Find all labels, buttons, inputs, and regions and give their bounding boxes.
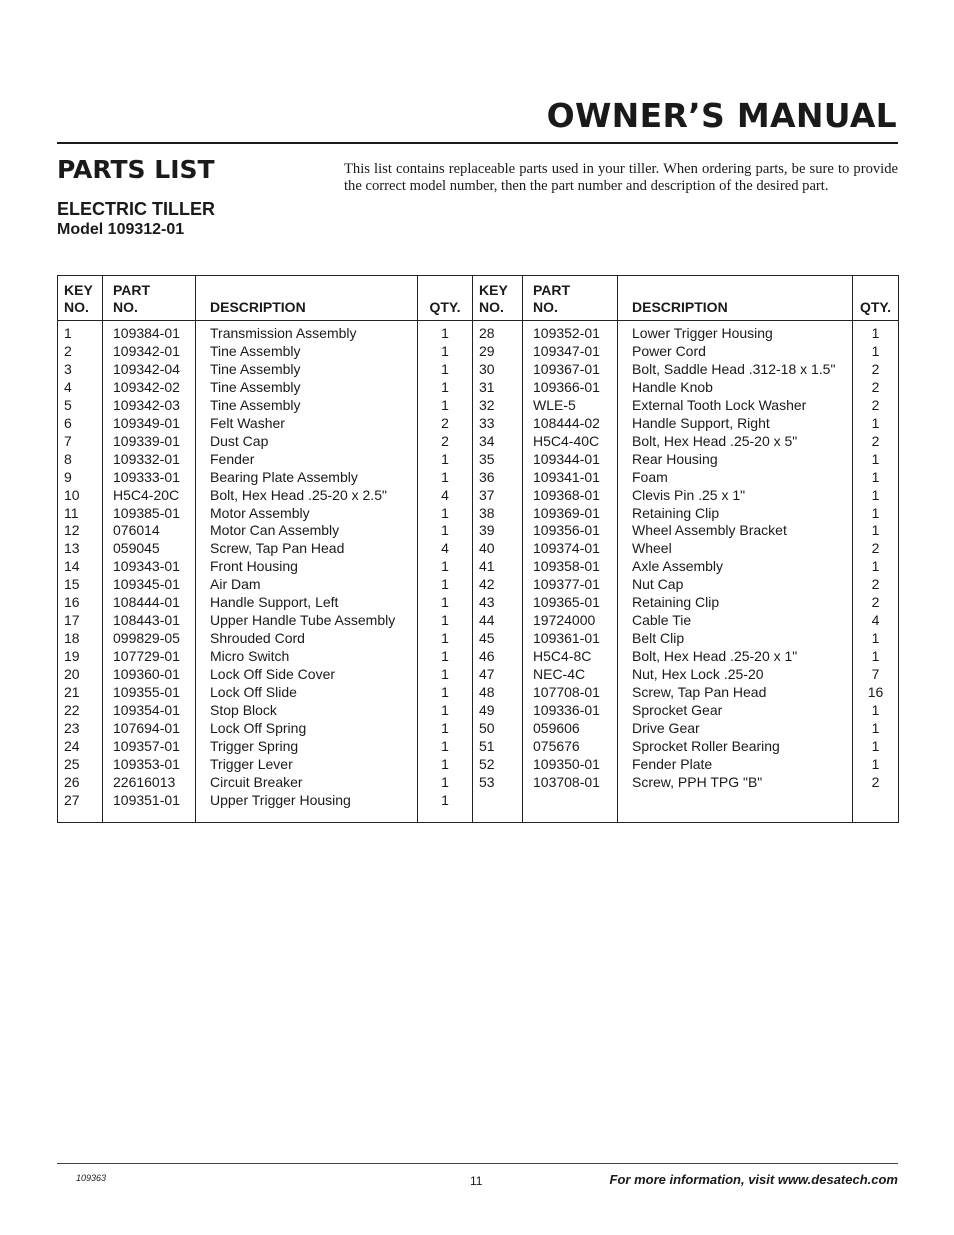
header-description: DESCRIPTION: [196, 276, 418, 321]
cell-key-no: 50: [473, 720, 523, 738]
cell-part-no: 109361-01: [523, 630, 618, 648]
cell-qty: 1: [418, 648, 473, 666]
cell-part-no: 109332-01: [103, 451, 196, 469]
cell-key-no: 18: [58, 630, 103, 648]
cell-part-no: 109342-02: [103, 379, 196, 397]
cell-qty: 4: [418, 540, 473, 558]
table-row: [58, 738, 899, 756]
header-key-no: KEY NO.: [473, 276, 523, 321]
cell-part-no: 109349-01: [103, 415, 196, 433]
cell-qty: 1: [418, 666, 473, 684]
cell-description: Foam: [618, 469, 853, 487]
cell-description: Screw, Tap Pan Head: [196, 540, 418, 558]
cell-key-no: 43: [473, 594, 523, 612]
cell-key-no: 11: [58, 505, 103, 523]
cell-key-no: 49: [473, 702, 523, 720]
cell-description: Micro Switch: [196, 648, 418, 666]
cell-description: Lock Off Slide: [196, 684, 418, 702]
table-row: [58, 558, 899, 576]
cell-qty: 2: [418, 433, 473, 451]
cell-key-no: [473, 792, 523, 822]
cell-qty: 1: [853, 343, 899, 361]
cell-description: Bolt, Hex Head .25-20 x 2.5": [196, 487, 418, 505]
cell-qty: 1: [853, 321, 899, 343]
cell-part-no: 109336-01: [523, 702, 618, 720]
cell-key-no: 17: [58, 612, 103, 630]
cell-part-no: 109342-03: [103, 397, 196, 415]
manual-title: OWNER’S MANUAL: [546, 96, 897, 135]
cell-key-no: 9: [58, 469, 103, 487]
cell-description: Felt Washer: [196, 415, 418, 433]
cell-qty: 4: [418, 487, 473, 505]
cell-key-no: 25: [58, 756, 103, 774]
intro-paragraph: This list contains replaceable parts used in your tiller. When ordering parts, be sure to provide the correct model number, then the part number and description of the desired part.: [344, 161, 898, 194]
cell-qty: 1: [418, 738, 473, 756]
cell-qty: 1: [853, 720, 899, 738]
table-row: [58, 451, 899, 469]
cell-description: Screw, Tap Pan Head: [618, 684, 853, 702]
cell-key-no: 14: [58, 558, 103, 576]
cell-key-no: 23: [58, 720, 103, 738]
cell-part-no: 109342-04: [103, 361, 196, 379]
cell-part-no: 109342-01: [103, 343, 196, 361]
table-row: [58, 594, 899, 612]
cell-part-no: 109357-01: [103, 738, 196, 756]
cell-part-no: 109339-01: [103, 433, 196, 451]
header-qty: QTY.: [418, 276, 473, 321]
cell-key-no: 6: [58, 415, 103, 433]
cell-qty: 1: [418, 558, 473, 576]
cell-part-no: 109344-01: [523, 451, 618, 469]
cell-key-no: 52: [473, 756, 523, 774]
cell-key-no: 38: [473, 505, 523, 523]
header-qty: QTY.: [853, 276, 899, 321]
cell-description: Nut Cap: [618, 576, 853, 594]
cell-qty: 1: [418, 321, 473, 343]
cell-key-no: 41: [473, 558, 523, 576]
cell-description: Cable Tie: [618, 612, 853, 630]
table-row: [58, 792, 899, 822]
cell-key-no: 24: [58, 738, 103, 756]
cell-description: Retaining Clip: [618, 594, 853, 612]
cell-part-no: [523, 792, 618, 822]
cell-key-no: 32: [473, 397, 523, 415]
table-row: [58, 756, 899, 774]
cell-part-no: H5C4-20C: [103, 487, 196, 505]
cell-description: Front Housing: [196, 558, 418, 576]
cell-part-no: 19724000: [523, 612, 618, 630]
cell-key-no: 3: [58, 361, 103, 379]
cell-description: Handle Support, Left: [196, 594, 418, 612]
cell-part-no: 059045: [103, 540, 196, 558]
cell-key-no: 28: [473, 321, 523, 343]
cell-qty: 1: [418, 343, 473, 361]
cell-part-no: 075676: [523, 738, 618, 756]
cell-description: Lower Trigger Housing: [618, 321, 853, 343]
cell-qty: 4: [853, 612, 899, 630]
cell-part-no: 109356-01: [523, 522, 618, 540]
parts-table-body: [58, 321, 899, 823]
cell-part-no: 109366-01: [523, 379, 618, 397]
cell-key-no: 37: [473, 487, 523, 505]
cell-key-no: 22: [58, 702, 103, 720]
cell-key-no: 33: [473, 415, 523, 433]
cell-description: Motor Can Assembly: [196, 522, 418, 540]
cell-description: Tine Assembly: [196, 361, 418, 379]
cell-description: Circuit Breaker: [196, 774, 418, 792]
document-number: 109363: [76, 1173, 107, 1183]
table-row: [58, 415, 899, 433]
cell-part-no: H5C4-40C: [523, 433, 618, 451]
cell-description: Bolt, Hex Head .25-20 x 5": [618, 433, 853, 451]
footer-divider: [57, 1163, 898, 1164]
cell-part-no: 108444-02: [523, 415, 618, 433]
cell-part-no: 109350-01: [523, 756, 618, 774]
cell-qty: 1: [418, 792, 473, 822]
cell-key-no: 35: [473, 451, 523, 469]
cell-qty: 2: [853, 576, 899, 594]
cell-part-no: 109345-01: [103, 576, 196, 594]
cell-part-no: 109377-01: [523, 576, 618, 594]
table-row: [58, 702, 899, 720]
cell-key-no: 29: [473, 343, 523, 361]
cell-qty: 1: [853, 522, 899, 540]
cell-description: Tine Assembly: [196, 379, 418, 397]
cell-part-no: 108443-01: [103, 612, 196, 630]
cell-key-no: 10: [58, 487, 103, 505]
cell-description: Bearing Plate Assembly: [196, 469, 418, 487]
cell-description: Clevis Pin .25 x 1": [618, 487, 853, 505]
table-row: [58, 397, 899, 415]
cell-qty: 16: [853, 684, 899, 702]
cell-description: Nut, Hex Lock .25-20: [618, 666, 853, 684]
cell-key-no: 36: [473, 469, 523, 487]
cell-qty: 1: [853, 756, 899, 774]
cell-key-no: 15: [58, 576, 103, 594]
header-part-no: PART NO.: [103, 276, 196, 321]
cell-qty: 2: [418, 415, 473, 433]
cell-qty: 1: [853, 630, 899, 648]
cell-key-no: 53: [473, 774, 523, 792]
table-row: [58, 343, 899, 361]
cell-key-no: 46: [473, 648, 523, 666]
cell-part-no: 103708-01: [523, 774, 618, 792]
cell-key-no: 44: [473, 612, 523, 630]
cell-qty: [853, 792, 899, 822]
table-header-row: [58, 276, 899, 321]
cell-description: Upper Handle Tube Assembly: [196, 612, 418, 630]
cell-part-no: 107694-01: [103, 720, 196, 738]
cell-qty: 2: [853, 379, 899, 397]
header-divider: [57, 142, 898, 144]
cell-key-no: 19: [58, 648, 103, 666]
cell-qty: 1: [853, 738, 899, 756]
cell-description: Axle Assembly: [618, 558, 853, 576]
section-title: PARTS LIST: [57, 155, 215, 184]
cell-part-no: 107708-01: [523, 684, 618, 702]
cell-qty: 2: [853, 774, 899, 792]
cell-qty: 1: [418, 720, 473, 738]
table-row: [58, 505, 899, 523]
table-row: [58, 361, 899, 379]
cell-key-no: 45: [473, 630, 523, 648]
cell-description: Trigger Lever: [196, 756, 418, 774]
cell-description: Shrouded Cord: [196, 630, 418, 648]
cell-part-no: 109369-01: [523, 505, 618, 523]
cell-part-no: NEC-4C: [523, 666, 618, 684]
table-row: [58, 612, 899, 630]
cell-key-no: 42: [473, 576, 523, 594]
cell-description: Fender Plate: [618, 756, 853, 774]
cell-key-no: 30: [473, 361, 523, 379]
table-row: [58, 433, 899, 451]
cell-key-no: 31: [473, 379, 523, 397]
cell-key-no: 4: [58, 379, 103, 397]
cell-qty: 1: [418, 576, 473, 594]
cell-description: Drive Gear: [618, 720, 853, 738]
cell-part-no: 109384-01: [103, 321, 196, 343]
cell-description: Transmission Assembly: [196, 321, 418, 343]
cell-qty: 1: [418, 505, 473, 523]
cell-key-no: 34: [473, 433, 523, 451]
cell-qty: 1: [418, 379, 473, 397]
cell-description: External Tooth Lock Washer: [618, 397, 853, 415]
cell-part-no: 108444-01: [103, 594, 196, 612]
table-row: [58, 684, 899, 702]
cell-description: Rear Housing: [618, 451, 853, 469]
cell-qty: 1: [418, 684, 473, 702]
cell-description: Lock Off Spring: [196, 720, 418, 738]
cell-key-no: 13: [58, 540, 103, 558]
table-row: [58, 720, 899, 738]
cell-key-no: 8: [58, 451, 103, 469]
table-row: [58, 666, 899, 684]
cell-part-no: 109385-01: [103, 505, 196, 523]
cell-key-no: 27: [58, 792, 103, 822]
cell-part-no: WLE-5: [523, 397, 618, 415]
cell-qty: 1: [418, 756, 473, 774]
cell-description: Wheel: [618, 540, 853, 558]
cell-key-no: 2: [58, 343, 103, 361]
cell-part-no: 109333-01: [103, 469, 196, 487]
cell-key-no: 48: [473, 684, 523, 702]
cell-qty: 1: [418, 702, 473, 720]
cell-description: Stop Block: [196, 702, 418, 720]
cell-qty: 2: [853, 540, 899, 558]
cell-description: Upper Trigger Housing: [196, 792, 418, 822]
cell-part-no: 109360-01: [103, 666, 196, 684]
cell-description: Retaining Clip: [618, 505, 853, 523]
cell-qty: 1: [853, 558, 899, 576]
cell-part-no: 109367-01: [523, 361, 618, 379]
cell-description: Fender: [196, 451, 418, 469]
cell-part-no: 099829-05: [103, 630, 196, 648]
cell-key-no: 20: [58, 666, 103, 684]
header-description: DESCRIPTION: [618, 276, 853, 321]
cell-part-no: 107729-01: [103, 648, 196, 666]
cell-description: Motor Assembly: [196, 505, 418, 523]
cell-key-no: 21: [58, 684, 103, 702]
cell-description: Handle Support, Right: [618, 415, 853, 433]
table-row: [58, 487, 899, 505]
table-row: [58, 576, 899, 594]
cell-qty: 2: [853, 594, 899, 612]
header-key-no: KEY NO.: [58, 276, 103, 321]
cell-qty: 1: [418, 469, 473, 487]
cell-key-no: 40: [473, 540, 523, 558]
cell-part-no: H5C4-8C: [523, 648, 618, 666]
parts-table: [57, 275, 899, 823]
cell-part-no: 109368-01: [523, 487, 618, 505]
cell-description: Sprocket Roller Bearing: [618, 738, 853, 756]
cell-part-no: 109343-01: [103, 558, 196, 576]
cell-description: Air Dam: [196, 576, 418, 594]
header-part-no: PART NO.: [523, 276, 618, 321]
cell-qty: 1: [853, 469, 899, 487]
cell-description: Wheel Assembly Bracket: [618, 522, 853, 540]
cell-description: Dust Cap: [196, 433, 418, 451]
cell-description: Bolt, Saddle Head .312-18 x 1.5": [618, 361, 853, 379]
cell-qty: 1: [418, 451, 473, 469]
cell-part-no: 109347-01: [523, 343, 618, 361]
cell-description: Lock Off Side Cover: [196, 666, 418, 684]
product-name: ELECTRIC TILLER: [57, 199, 215, 219]
cell-description: Bolt, Hex Head .25-20 x 1": [618, 648, 853, 666]
cell-part-no: 109352-01: [523, 321, 618, 343]
cell-qty: 1: [853, 648, 899, 666]
cell-qty: 1: [853, 505, 899, 523]
model-number: Model 109312-01: [57, 221, 185, 238]
cell-part-no: 109365-01: [523, 594, 618, 612]
table-row: [58, 540, 899, 558]
cell-qty: 1: [418, 612, 473, 630]
cell-description: [618, 792, 853, 822]
cell-key-no: 47: [473, 666, 523, 684]
cell-qty: 2: [853, 361, 899, 379]
table-row: [58, 630, 899, 648]
cell-qty: 1: [418, 774, 473, 792]
cell-key-no: 5: [58, 397, 103, 415]
table-row: [58, 774, 899, 792]
cell-qty: 1: [853, 702, 899, 720]
cell-key-no: 51: [473, 738, 523, 756]
cell-qty: 1: [418, 397, 473, 415]
cell-qty: 1: [418, 630, 473, 648]
cell-key-no: 7: [58, 433, 103, 451]
cell-qty: 1: [853, 487, 899, 505]
cell-qty: 2: [853, 433, 899, 451]
cell-part-no: 109354-01: [103, 702, 196, 720]
cell-description: Trigger Spring: [196, 738, 418, 756]
cell-qty: 1: [418, 361, 473, 379]
cell-description: Screw, PPH TPG "B": [618, 774, 853, 792]
cell-qty: 7: [853, 666, 899, 684]
cell-key-no: 16: [58, 594, 103, 612]
table-row: [58, 321, 899, 343]
cell-part-no: 109374-01: [523, 540, 618, 558]
cell-part-no: 109351-01: [103, 792, 196, 822]
cell-qty: 1: [853, 451, 899, 469]
table-row: [58, 379, 899, 397]
cell-description: Tine Assembly: [196, 397, 418, 415]
cell-qty: 1: [853, 415, 899, 433]
cell-qty: 1: [418, 594, 473, 612]
cell-qty: 2: [853, 397, 899, 415]
cell-key-no: 26: [58, 774, 103, 792]
cell-description: Handle Knob: [618, 379, 853, 397]
cell-part-no: 109353-01: [103, 756, 196, 774]
cell-part-no: 109358-01: [523, 558, 618, 576]
cell-part-no: 109355-01: [103, 684, 196, 702]
cell-description: Belt Clip: [618, 630, 853, 648]
cell-description: Sprocket Gear: [618, 702, 853, 720]
cell-qty: 1: [418, 522, 473, 540]
page-number: 11: [470, 1174, 483, 1188]
website-notice: For more information, visit www.desatech.com: [609, 1172, 898, 1187]
cell-key-no: 39: [473, 522, 523, 540]
table-row: [58, 648, 899, 666]
cell-part-no: 22616013: [103, 774, 196, 792]
cell-part-no: 059606: [523, 720, 618, 738]
cell-part-no: 076014: [103, 522, 196, 540]
cell-key-no: 12: [58, 522, 103, 540]
cell-description: Power Cord: [618, 343, 853, 361]
cell-part-no: 109341-01: [523, 469, 618, 487]
cell-description: Tine Assembly: [196, 343, 418, 361]
table-row: [58, 469, 899, 487]
table-row: [58, 522, 899, 540]
cell-key-no: 1: [58, 321, 103, 343]
